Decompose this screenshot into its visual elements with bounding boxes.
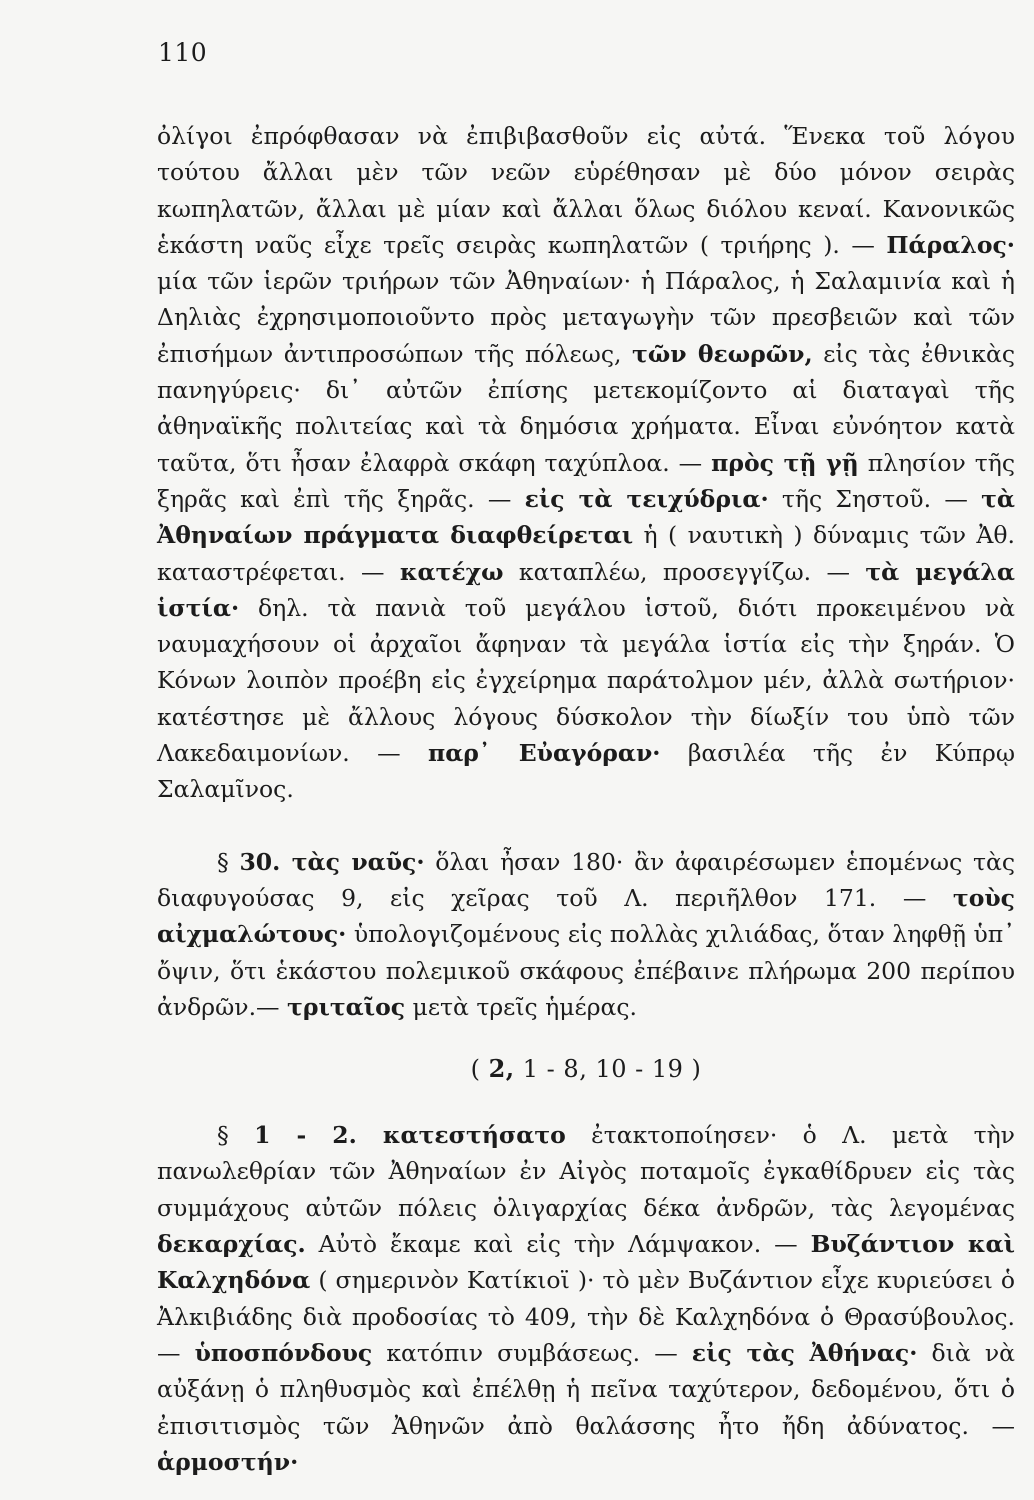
- text-run: πλησίον τῆς ξηρᾶς καὶ ἐπὶ τῆς ξηρᾶς. —: [157, 448, 1015, 513]
- lemma: ἁρμοστήν·: [157, 1447, 299, 1476]
- lemma: τὰ μεγάλα ἱστία·: [157, 557, 1015, 622]
- commentary-paragraph-3: [157, 1117, 1015, 1480]
- commentary-paragraph-1: [157, 118, 1015, 808]
- lemma: εἰς τὰς Ἀθήνας·: [691, 1338, 918, 1367]
- lemma: τριταῖος: [287, 992, 406, 1021]
- lemma: Βυζάντιον καὶ Καλχηδόνα: [157, 1230, 1015, 1295]
- text-run: ἡ ( ναυτικὴ ) δύναμις τῶν Ἀθ. καταστρέφεται. —: [157, 521, 1016, 586]
- text-run: ἐτακτοποίησεν· ὁ Λ. μετὰ τὴν πανωλεθρίαν τῶν Ἀθηναίων ἐν Αἰγὸς ποταμοῖς ἐγκαθίδρυεν εἰς τὰς συμμάχους αὐτῶν πόλεις ὀλιγαρχίας δέκα ἀνδρῶν, τὰς λεγομένας: [157, 1121, 1015, 1222]
- section-lemma: 30. τὰς ναῦς·: [239, 847, 425, 876]
- section-sign: §: [217, 847, 240, 876]
- text-run: ὅλαι ἦσαν 180· ἂν ἀφαιρέσωμεν ἑπομένως τὰς διαφυγούσας 9, εἰς χεῖρας τοῦ Λ. περιῆλθον 171. —: [157, 847, 1015, 912]
- text-run: ὑπολογιζομένους εἰς πολλὰς χιλιάδας, ὅταν ληφθῇ ὑπ᾽ ὄψιν, ὅτι ἑκάστου πολεμικοῦ σκάφους ἐπέβαινε πλήρωμα 200 περίπου ἀνδρῶν.—: [157, 920, 1015, 1021]
- text-run: εἰς τὰς ἐθνικὰς πανηγύρεις· δι᾽ αὐτῶν ἐπίσης μετεκομίζοντο αἱ διαταγαὶ τῆς ἀθηναϊκῆς πολιτείας καὶ τὰ δημόσια χρήματα. Εἶναι εὐνόητον κατὰ ταῦτα, ὅτι ἦσαν ἐλαφρὰ σκάφη ταχύπλοα. —: [157, 339, 1015, 477]
- text-run: κατόπιν συμβάσεως. —: [372, 1338, 692, 1367]
- chapter-reference: [157, 1051, 1015, 1087]
- text-run: ( σημερινὸν Κατίκιοϊ )· τὸ μὲν Βυζάντιον εἶχε κυριεύσει ὁ Ἀλκιβιάδης διὰ προδοσίας τὸ 409, τὴν δὲ Καλχηδόνα ὁ Θρασύβουλος. —: [157, 1266, 1015, 1367]
- text-run: διὰ νὰ αὐξάνῃ ὁ πληθυσμὸς καὶ ἐπέλθῃ ἡ πεῖνα ταχύτερον, δεδομένου, ὅτι ὁ ἐπισιτισμὸς τῶν Ἀθηνῶν ἀπὸ θαλάσσης ἦτο ἤδη ἀδύνατος. —: [157, 1338, 1015, 1440]
- lemma: τοὺς αἰχμαλώτους·: [157, 883, 1015, 949]
- text-run: καταπλέω, προσεγγίζω. —: [503, 557, 866, 586]
- lemma: πρὸς τῇ γῇ: [711, 448, 859, 477]
- commentary-paragraph-2: [157, 844, 1015, 1025]
- section-sign: §: [217, 1121, 255, 1150]
- lemma: τῶν θεωρῶν,: [632, 339, 813, 368]
- lemma: εἰς τὰ τειχύδρια·: [524, 484, 769, 513]
- lemma: Πάραλος·: [886, 230, 1015, 259]
- page-body: [157, 118, 1015, 1480]
- section-lemma: 1 - 2. κατεστήσατο: [254, 1121, 566, 1150]
- text-run: βασιλέα τῆς ἐν Κύπρῳ Σαλαμῖνος.: [157, 739, 1015, 804]
- text-run: μία τῶν ἱερῶν τριήρων τῶν Ἀθηναίων· ἡ Πάραλος, ἡ Σαλαμινία καὶ ἡ Δηλιὰς ἐχρησιμοποιοῦντο πρὸς μεταγωγὴν τῶν πρεσβειῶν καὶ τῶν ἐπισήμων ἀντιπροσώπων τῆς πόλεως,: [157, 267, 1015, 368]
- text-run: ὀλίγοι ἐπρόφθασαν νὰ ἐπιβιβασθοῦν εἰς αὐτά. Ἕνεκα τοῦ λόγου τούτου ἄλλαι μὲν τῶν νεῶν εὑρέθησαν μὲ δύο μόνον σειρὰς κωπηλατῶν, ἄλλαι μὲ μίαν καὶ ἄλλαι ὅλως διόλου κεναί. Κανονικῶς ἑκάστη ναῦς εἶχε τρεῖς σειρὰς κωπηλατῶν ( τριήρης ). —: [157, 122, 1015, 259]
- lemma: ὑποσπόνδους: [194, 1338, 373, 1367]
- lemma: δεκαρχίας.: [157, 1230, 306, 1259]
- lemma: τὰ Ἀθηναίων πράγματα διαφθείρεται: [157, 484, 1015, 550]
- text-run: μετὰ τρεῖς ἡμέρας.: [405, 992, 638, 1021]
- chapter-ref-range: 1 - 8, 10 - 19 ): [514, 1055, 702, 1084]
- lemma: κατέχω: [399, 557, 504, 586]
- text-run: Αὐτὸ ἔκαμε καὶ εἰς τὴν Λάμψακον. —: [305, 1230, 811, 1259]
- chapter-ref-number: 2,: [488, 1054, 515, 1084]
- text-run: δηλ. τὰ πανιὰ τοῦ μεγάλου ἱστοῦ, διότι προκειμένου νὰ ναυμαχήσουν οἱ ἀρχαῖοι ἄφηναν τὰ μεγάλα ἱστία εἰς τὴν ξηράν. Ὁ Κόνων λοιπὸν προέβη εἰς ἐγχείρημα παράτολμον μέν, ἀλλὰ σωτήριον· κατέστησε μὲ ἄλλους λόγους δύσκολον τὴν δίωξίν του ὑπὸ τῶν Λακεδαιμονίων. —: [157, 593, 1015, 768]
- page-number: 110: [158, 38, 208, 67]
- chapter-ref-open: (: [470, 1055, 489, 1084]
- text-run: τῆς Σηστοῦ. —: [768, 484, 982, 513]
- lemma: παρ᾽ Εὐαγόραν·: [428, 739, 661, 768]
